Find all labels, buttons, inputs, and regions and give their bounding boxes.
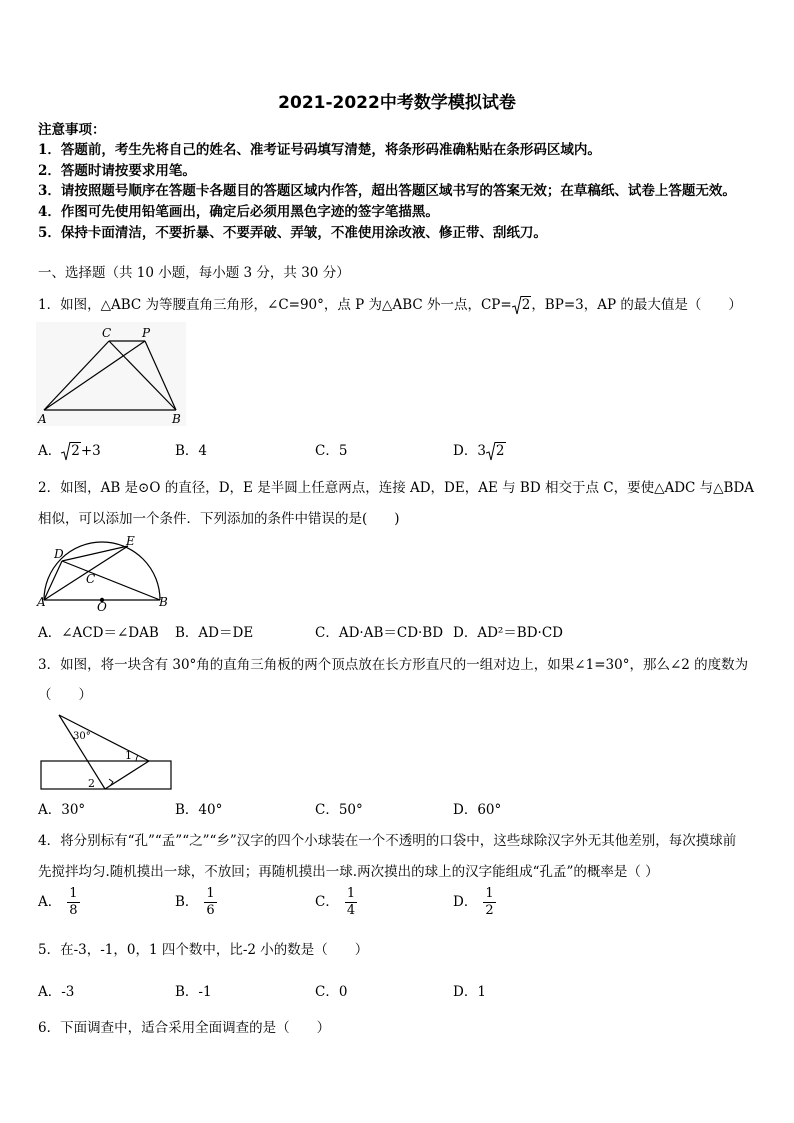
q4-option-b[interactable] — [175, 886, 217, 919]
denominator: 4 — [346, 903, 356, 918]
q2-option-c[interactable]: C．AD·AB＝CD·BD — [315, 625, 444, 641]
option-text: +3 — [80, 443, 101, 459]
sqrt-radicand: 2 — [495, 443, 505, 459]
label-C: C — [86, 572, 96, 586]
option-label: B． — [175, 894, 199, 910]
q3-option-b[interactable]: B．40° — [175, 802, 223, 818]
denominator: 2 — [485, 903, 494, 918]
denominator: 8 — [69, 903, 78, 918]
q4-option-d[interactable] — [453, 886, 496, 919]
angle-2-label: 2 — [88, 777, 95, 790]
label-A: A — [37, 595, 46, 609]
section-heading: 一、选择题（共 10 小题，每小题 3 分，共 30 分） — [38, 265, 350, 281]
angle-1-label: 1 — [125, 749, 132, 762]
notice-item: 3．请按照题号顺序在答题卡各题目的答题区域内作答，超出答题区域书写的答案无效；在草稿纸、试卷上答题无效。 — [38, 183, 736, 199]
question-1-stem — [38, 296, 742, 314]
q3-option-c[interactable]: C．50° — [315, 802, 363, 818]
label-O: O — [97, 600, 107, 612]
numerator: 1 — [69, 886, 78, 901]
option-label: A． — [38, 894, 62, 910]
q1-stem-part: ，BP=3，AP 的最大值是（ ） — [531, 297, 742, 313]
q2-option-a[interactable]: A．∠ACD＝∠DAB — [38, 625, 159, 641]
q3-option-a[interactable]: A．30° — [38, 802, 86, 818]
q1-triangle-figure — [36, 322, 186, 426]
option-label: C． — [315, 894, 339, 910]
option-label: A． — [38, 443, 62, 459]
angle-30-label: 30° — [73, 731, 91, 742]
label-C: C — [102, 326, 112, 340]
question-5-stem: 5．在-3，-1，0，1 四个数中，比-2 小的数是（ ） — [38, 942, 369, 958]
q1-option-b[interactable]: B．4 — [175, 443, 208, 459]
question-4-line-2: 先搅拌均匀.随机摸出一球，不放回；再随机摸出一球.两次摸出的球上的汉字能组成“孔孟”的概率是（ ） — [38, 864, 659, 880]
fraction — [67, 886, 79, 919]
q1-option-c[interactable]: C．5 — [315, 443, 348, 459]
q1-option-d[interactable] — [453, 442, 506, 460]
q3-ruler-triangle-figure — [38, 710, 176, 792]
question-2-line-1: 2．如图，AB 是⊙O 的直径，D，E 是半圆上任意两点，连接 AD，DE，AE 与 BD 相交于点 C，要使△ADC 与△BDA — [38, 480, 755, 496]
q4-option-a[interactable] — [38, 886, 80, 919]
q1-option-a[interactable] — [38, 442, 101, 460]
q2-semicircle-figure — [36, 536, 176, 612]
exam-title: 2021-2022中考数学模拟试卷 — [278, 93, 516, 113]
sqrt-symbol — [512, 296, 532, 314]
fraction — [345, 886, 357, 919]
q5-option-c[interactable]: C．0 — [315, 984, 348, 1000]
question-6-stem: 6．下面调查中，适合采用全面调查的是（ ） — [38, 1020, 331, 1036]
sqrt-symbol — [486, 442, 506, 460]
q1-stem-part: 1．如图，△ABC 为等腰直角三角形，∠C=90°，点 P 为△ABC 外一点，CP= — [38, 297, 512, 313]
numerator: 1 — [346, 886, 356, 901]
q3-option-d[interactable]: D．60° — [453, 802, 502, 818]
label-A: A — [38, 412, 47, 426]
question-4-line-1: 4．将分别标有“孔”“孟”“之”“乡”汉字的四个小球装在一个不透明的口袋中，这些球除汉字外无其他差别，每次摸球前 — [38, 833, 737, 849]
sqrt-radicand: 2 — [71, 443, 80, 459]
question-2-line-2: 相似，可以添加一个条件．下列添加的条件中错误的是( ) — [38, 511, 400, 527]
notice-item: 1．答题前，考生先将自己的姓名、准考证号码填写清楚，将条形码准确粘贴在条形码区域内。 — [38, 142, 601, 158]
fraction — [204, 886, 216, 919]
denominator: 6 — [206, 903, 215, 918]
sqrt-radicand: 2 — [521, 297, 531, 313]
label-E: E — [126, 536, 135, 548]
q5-option-d[interactable]: D．1 — [453, 984, 486, 1000]
notice-heading: 注意事项： — [38, 122, 106, 138]
fraction — [483, 886, 495, 919]
numerator: 1 — [206, 886, 215, 901]
q2-option-d[interactable]: D．AD²＝BD·CD — [453, 625, 563, 641]
numerator: 1 — [485, 886, 494, 901]
q4-option-c[interactable] — [315, 886, 357, 919]
q5-option-a[interactable]: A．-3 — [38, 984, 75, 1000]
label-P: P — [142, 326, 151, 340]
q5-option-b[interactable]: B．-1 — [175, 984, 212, 1000]
option-label: D． — [453, 894, 478, 910]
option-label: D．3 — [453, 443, 486, 459]
notice-item: 2．答题时请按要求用笔。 — [38, 163, 196, 179]
sqrt-symbol — [61, 442, 81, 460]
q2-option-b[interactable]: B．AD＝DE — [175, 625, 254, 641]
label-B: B — [172, 412, 181, 426]
label-D: D — [54, 547, 64, 561]
notice-item: 5．保持卡面清洁，不要折暴、不要弄破、弄皱，不准使用涂改液、修正带、刮纸刀。 — [38, 225, 547, 241]
label-B: B — [159, 595, 168, 609]
notice-item: 4．作图可先使用铅笔画出，确定后必须用黑色字迹的签字笔描黑。 — [38, 204, 439, 220]
question-3-line-2: （ ） — [38, 687, 92, 703]
question-3-line-1: 3．如图，将一块含有 30°角的直角三角板的两个顶点放在长方形直尺的一组对边上，如果∠1=30°，那么∠2 的度数为 — [38, 657, 749, 673]
